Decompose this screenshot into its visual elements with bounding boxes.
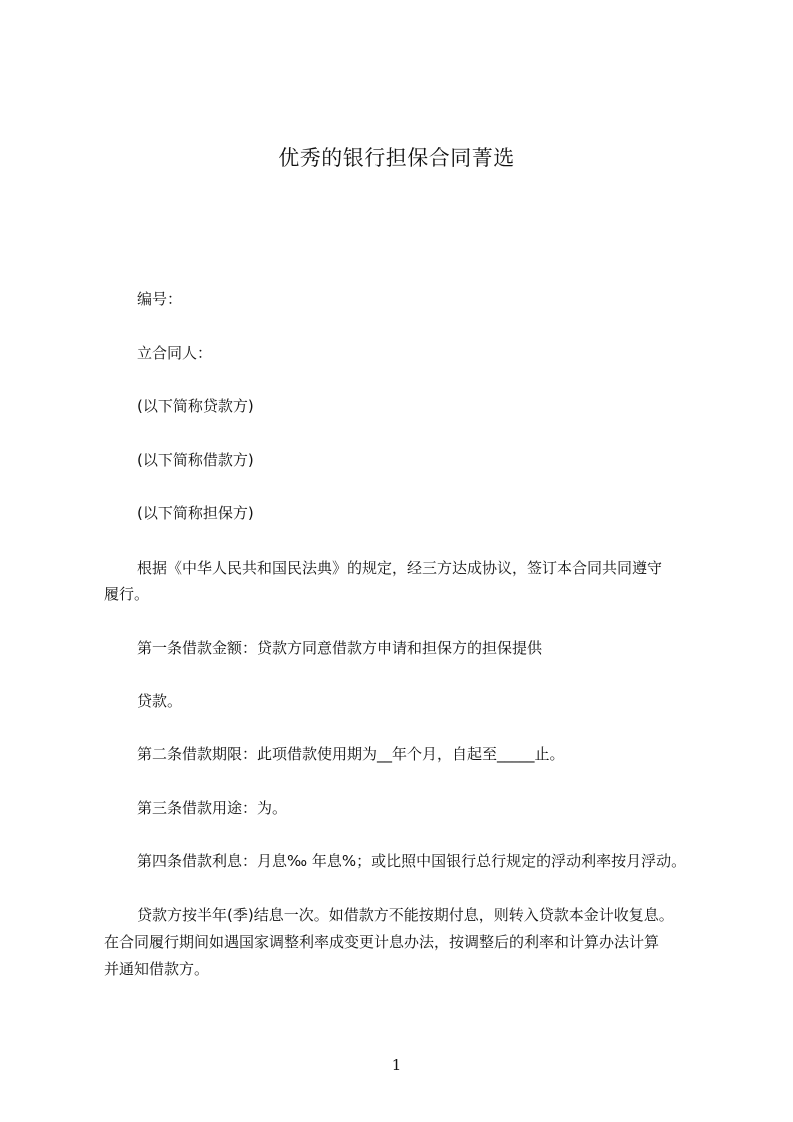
document-title: 优秀的银行担保合同菁选 <box>278 146 515 170</box>
guarantor-line: (以下简称担保方) <box>137 504 254 522</box>
article-4-paragraph: 第四条借款利息：月息‰ 年息%；或比照中国银行总行规定的浮动利率按月浮动。 <box>137 852 687 870</box>
interest-settlement-line-2: 在合同履行期间如遇国家调整利率成变更计息办法，按调整后的利率和计算办法计算 <box>104 933 660 951</box>
preamble-paragraph-cont: 履行。 <box>104 585 150 603</box>
article-3-paragraph: 第三条借款用途：为。 <box>137 799 288 817</box>
contract-number-line: 编号： <box>137 290 183 308</box>
article-2-paragraph: 第二条借款期限：此项借款使用期为__年个月，自起至_____止。 <box>137 745 565 763</box>
page-number: 1 <box>391 1056 402 1074</box>
borrower-line: (以下简称借款方) <box>137 451 254 469</box>
preamble-paragraph: 根据《中华人民共和国民法典》的规定，经三方达成协议，签订本合同共同遵守 <box>137 559 663 577</box>
lender-line: (以下简称贷款方) <box>137 397 254 415</box>
interest-settlement-line-3: 并通知借款方。 <box>104 960 210 978</box>
contract-parties-line: 立合同人： <box>137 344 213 362</box>
article-1-paragraph: 第一条借款金额：贷款方同意借款方申请和担保方的担保提供 <box>137 639 543 657</box>
article-1-paragraph-cont: 贷款。 <box>137 692 183 710</box>
interest-settlement-line-1: 贷款方按半年(季)结息一次。如借款方不能按期付息，则转入贷款本金计收复息。 <box>137 906 674 924</box>
